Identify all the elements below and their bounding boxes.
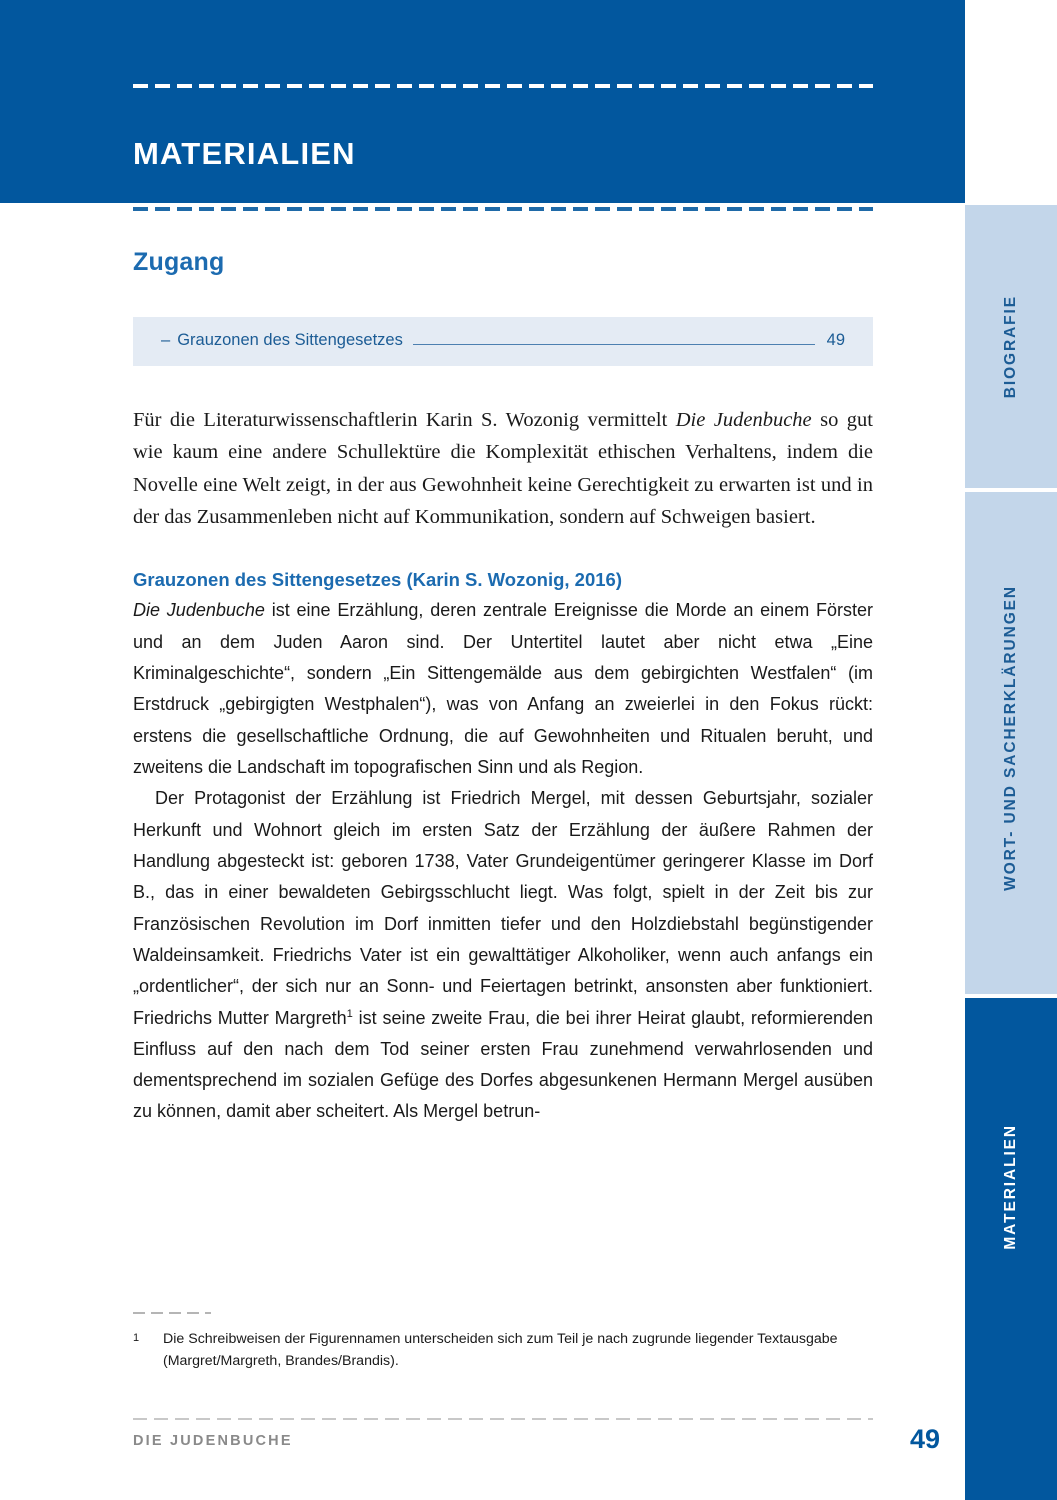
toc-entry[interactable]: [161, 331, 845, 350]
toc-entry-dash: –: [161, 331, 171, 349]
section-heading: Zugang: [133, 248, 225, 276]
header-dashed-rule-bottom: [133, 207, 873, 211]
sidebar-tab-wort-und-sacherklaerungen-label: WORT- UND SACHERKLÄRUNGEN: [1002, 585, 1020, 891]
intro-text-part2: so gut wie kaum eine andere Schullektüre die Komplexität ethischen Verhaltens, indem die Novelle eine Welt zeigt, in der aus Gewohnheit keine Gerechtigkeit zu erwarten ist und in der das Zusammenleben nicht auf Kommunikation, sondern auf Schweigen basiert.: [133, 409, 873, 529]
intro-paragraph: [133, 404, 873, 534]
article-paragraph-1-text: ist eine Erzählung, deren zentrale Ereignisse die Morde an einem Förster und an dem Juden Aaron sind. Der Untertitel lautet aber nicht etwa „Eine Kriminalgeschichte“, sondern „Ein Sittengemälde aus dem gebirgichten Westfalen“ (im Erstdruck „gebirgigten Westphalen“), was von Anfang an zweierlei in den Fokus rückt: erstens die gesellschaftliche Ordnung, die auf Gewohnheiten und Ritualen beruht, und zweitens die Landschaft im topografischen Sinn und als Region.: [133, 600, 873, 778]
article-paragraph-2-text-before: Der Protagonist der Erzählung ist Friedrich Mergel, mit dessen Geburtsjahr, sozialer Herkunft und Wohnort gleich im ersten Satz der Erzählung der äußere Rahmen der Handlung abgesteckt ist: geboren 1738, Vater Grundeigentümer geringerer Klasse im Dorf B., das in einer bewaldeten Gebirgsschlucht liegt. Was folgt, spielt in der Zeit bis zur Französischen Revolution im Dorf inmitten tiefer und den Holzdiebstahl begünstigender Waldeinsamkeit. Friedrichs Vater ist ein gewalttätiger Alkoholiker, wenn auch anfangs ein „ordentlicher“, der sich nur an Sonn- und Feiertagen betrinkt, ansonsten aber funktioniert. Friedrichs Mutter Margreth: [133, 788, 873, 1028]
article-paragraph-1: [133, 595, 873, 783]
sidebar-tab-materialien-label: MATERIALIEN: [1002, 1123, 1020, 1250]
footnote-separator-rule: [133, 1312, 211, 1314]
page-header-band: [0, 0, 965, 203]
toc-entry-label: Grauzonen des Sittengesetzes: [177, 331, 403, 349]
footnote-number: 1: [133, 1332, 140, 1344]
article-heading: Grauzonen des Sittengesetzes (Karin S. Wozonig, 2016): [133, 568, 622, 590]
footnote-text: Die Schreibweisen der Figurennamen unterscheiden sich zum Teil je nach zugrunde liegender Textausgabe (Margret/Margreth, Brandes/Brandis).: [163, 1331, 838, 1369]
article-paragraph-2-text-after: ist seine zweite Frau, die bei ihrer Heirat glaubt, reformierenden Einfluss auf den nach dem Tod seiner ersten Frau zunehmend verwahrlosenden und dementsprechend im sozialen Gefüge des Dorfes abgesunkenen Hermann Mergel ausüben zu können, damit aber scheitert. Als Mergel betrun-: [133, 1007, 873, 1122]
sidebar-tab-biografie-label: BIOGRAFIE: [1002, 294, 1020, 399]
header-dashed-rule-top: [133, 84, 873, 88]
sidebar-tab-biografie[interactable]: [965, 205, 1057, 488]
footer-dashed-rule: [133, 1418, 873, 1420]
footnote-block: [133, 1328, 878, 1372]
article-italic-title: Die Judenbuche: [133, 600, 265, 621]
footer-book-title: DIE JUDENBUCHE: [133, 1433, 293, 1449]
main-content: [133, 250, 873, 1128]
toc-entry-leader-line: [413, 344, 815, 345]
page-title: MATERIALIEN: [133, 136, 356, 171]
sidebar-tabs: [965, 0, 1057, 1500]
sidebar-tab-materialien[interactable]: [965, 998, 1057, 1500]
table-of-contents-box: [133, 317, 873, 366]
intro-text-part1: Für die Literaturwissenschaftlerin Karin S. Wozonig vermittelt: [133, 409, 676, 431]
article-paragraph-2: [133, 783, 873, 1127]
toc-entry-page-number: 49: [826, 331, 845, 349]
footnote-reference-marker[interactable]: 1: [346, 1007, 353, 1020]
footer-page-number: 49: [910, 1424, 941, 1454]
intro-italic-title: Die Judenbuche: [675, 409, 812, 431]
sidebar-tab-wort-und-sacherklaerungen[interactable]: [965, 492, 1057, 994]
